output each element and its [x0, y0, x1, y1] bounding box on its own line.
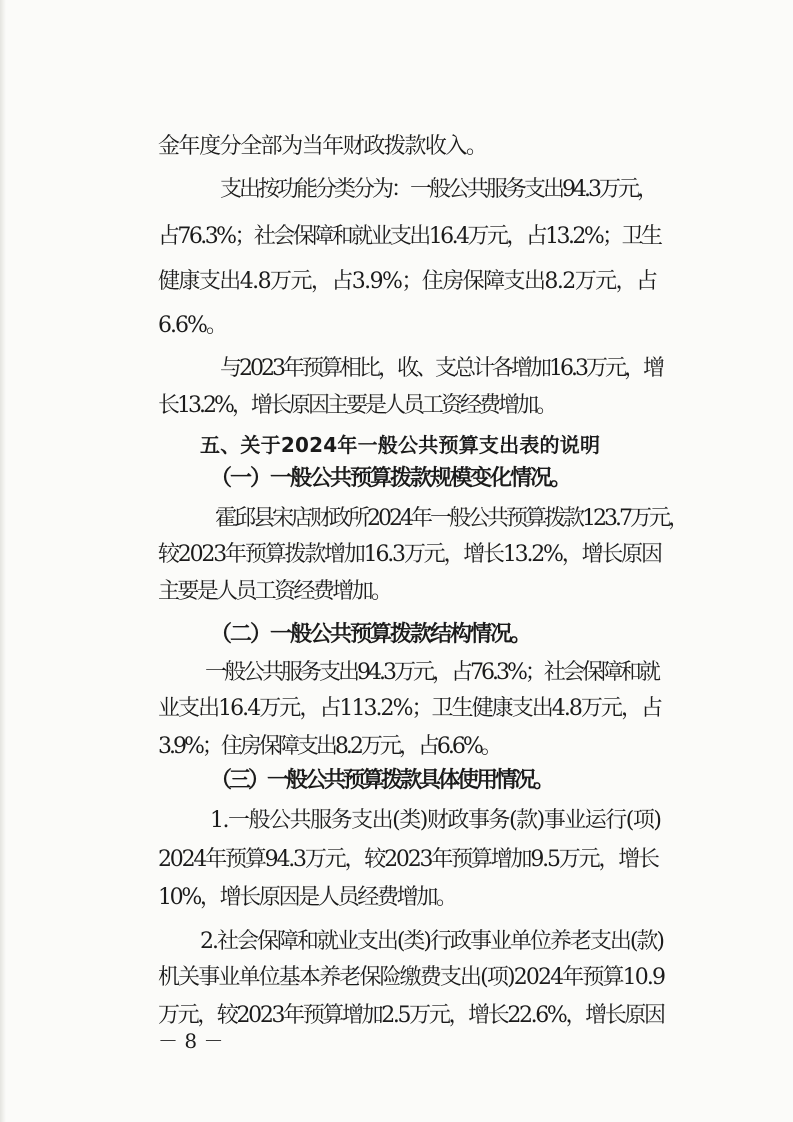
- text-line: 与2023年预算相比，收、支总计各增加16.3万元，增: [220, 356, 662, 381]
- text-line: 万元，较2023年预算增加2.5万元，增长22.6%，增长原因: [158, 1003, 664, 1028]
- text-line: 较2023年预算拨款增加16.3万元，增长13.2%，增长原因: [158, 542, 661, 567]
- text-line: 3.9%；住房保障支出8.2万元，占6.6%。: [158, 734, 500, 759]
- text-line: 10%，增长原因是人员经费增加。: [158, 885, 456, 910]
- text-line: 2024年预算94.3万元，较2023年预算增加9.5万元，增长: [158, 847, 658, 872]
- text-line: 长13.2%，增长原因主要是人员工资经费增加。: [158, 393, 556, 418]
- subsection-heading: （三）一般公共预算拨款具体使用情况。: [210, 767, 553, 793]
- text-line: 支出按功能分类分为：一般公共服务支出94.3万元，: [220, 177, 656, 202]
- page-number: － 8 －: [158, 1029, 224, 1053]
- text-line: 1.一般公共服务支出(类)财政事务(款)事业运行(项): [210, 808, 661, 833]
- text-line: 金年度分全部为当年财政拨款收入。: [158, 134, 487, 159]
- text-line: 主要是人员工资经费增加。: [158, 579, 391, 604]
- section-heading: 五、关于2024年一般公共预算支出表的说明: [200, 433, 601, 457]
- text-line: 霍邱县宋店财政所2024年一般公共预算拨款123.7万元，: [215, 506, 687, 531]
- text-line: 机关事业单位基本养老保险缴费支出(项)2024年预算10.9: [158, 965, 665, 990]
- text-line: 占76.3%；社会保障和就业支出16.4万元，占13.2%；卫生: [158, 224, 661, 249]
- text-line: 健康支出4.8万元，占3.9%；住房保障支出8.2万元，占: [158, 269, 657, 294]
- subsection-heading: （二）一般公共预算拨款结构情况。: [210, 621, 530, 647]
- scan-edge-shadow: [0, 0, 6, 1122]
- text-line: 6.6%。: [158, 313, 227, 338]
- text-line: 一般公共服务支出94.3万元，占76.3%；社会保障和就: [205, 660, 658, 685]
- text-line: 2.社会保障和就业支出(类)行政事业单位养老支出(款): [200, 929, 663, 954]
- subsection-heading: （一）一般公共预算拨款规模变化情况。: [210, 465, 570, 491]
- text-line: 业支出16.4万元，占113.2%；卫生健康支出4.8万元，占: [158, 696, 662, 721]
